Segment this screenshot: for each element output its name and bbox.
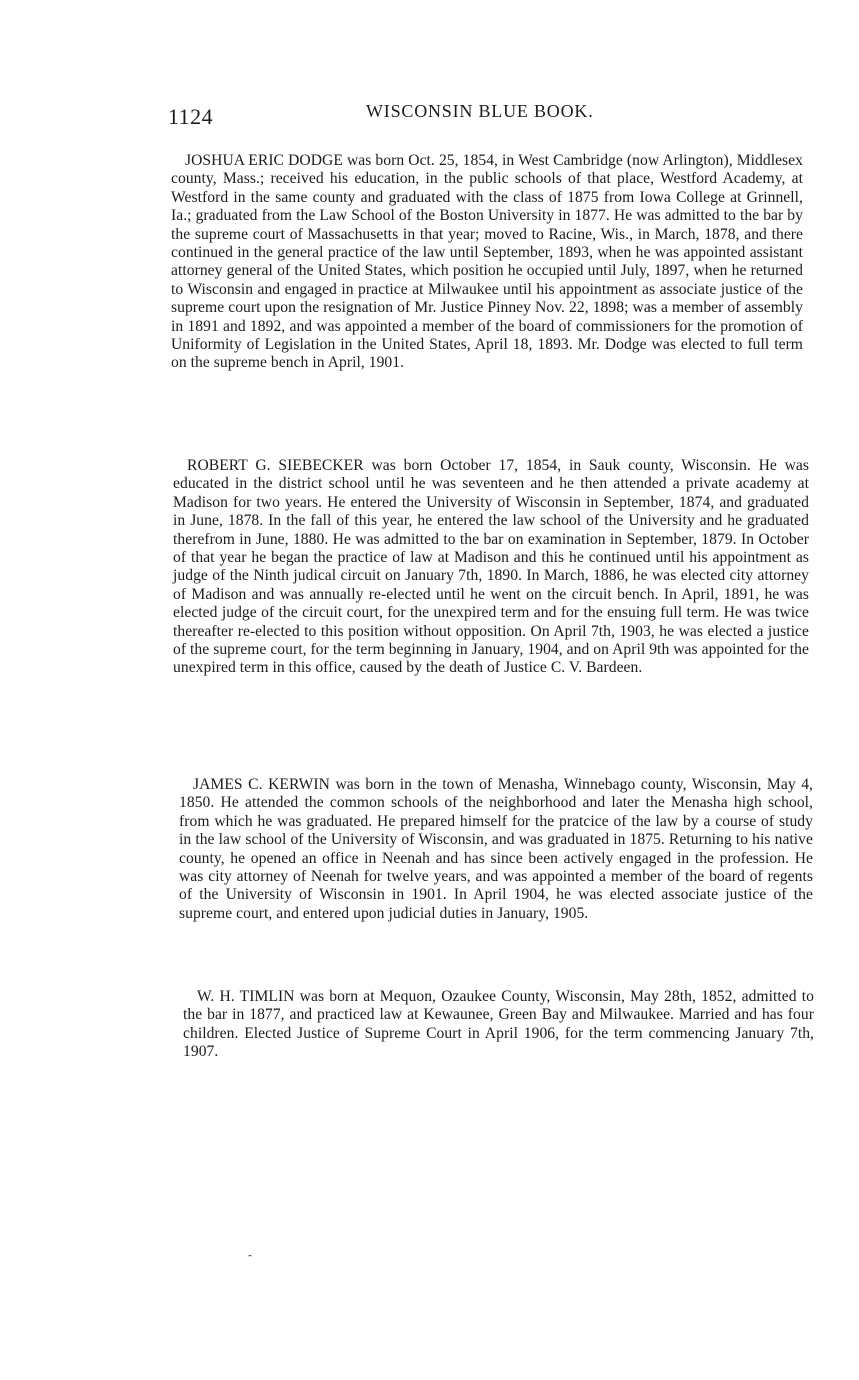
scan-speck	[248, 1255, 252, 1259]
biography-kerwin: JAMES C. KERWIN was born in the town of Menasha, Winnebago county, Wisconsin, May 4, 1850. He attended the common schools of the neighborhood and later the Menasha high school, from which he was graduated. He prepared himself for the pratcice of the law by a course of study in the law school of the University of Wisconsin, and was graduated in 1875. Returning to his native county, he opened an office in Neenah and has since been actively engaged in the profession. He was city attorney of Neenah for twelve years, and was appointed a member of the board of regents of the University of Wisconsin in 1901. In April 1904, he was elected associate justice of the supreme court, and entered upon judicial duties in January, 1905.	[179, 776, 813, 922]
biography-timlin: W. H. TIMLIN was born at Mequon, Ozaukee County, Wisconsin, May 28th, 1852, admitted to the bar in 1877, and practiced law at Kewaunee, Green Bay and Milwaukee. Married and has four children. Elected Justice of Supreme Court in April 1906, for the term commencing January 7th, 1907.	[183, 988, 814, 1061]
biography-dodge: JOSHUA ERIC DODGE was born Oct. 25, 1854, in West Cambridge (now Arlington), Middlesex county, Mass.; received his education, in the public schools of that place, Westford Academy, at Westford in the same county and graduated with the class of 1875 from Iowa College at Grinnell, Ia.; graduated from the Law School of the Boston University in 1877. He was admitted to the bar by the supreme court of Massachusetts in that year; moved to Racine, Wis., in March, 1878, and there continued in the general practice of the law until September, 1893, when he was appointed assistant attorney general of the United States, which position he occupied until July, 1897, when he returned to Wisconsin and engaged in practice at Milwaukee until his appointment as associate justice of the supreme court upon the resignation of Mr. Justice Pinney Nov. 22, 1898; was a member of assembly in 1891 and 1892, and was appointed a member of the board of commissioners for the promotion of Uniformity of Legislation in the United States, April 18, 1893. Mr. Dodge was elected to full term on the supreme bench in April, 1901.	[171, 152, 803, 372]
page-number: 1124	[168, 104, 214, 129]
running-title: WISCONSIN BLUE BOOK.	[366, 101, 594, 121]
page-header	[168, 100, 828, 134]
biography-siebecker: ROBERT G. SIEBECKER was born October 17, 1854, in Sauk county, Wisconsin. He was educated in the district school until he was seventeen and he then attended a private academy at Madison for two years. He entered the University of Wisconsin in September, 1874, and graduated in June, 1878. In the fall of this year, he entered the law school of the University and he graduated therefrom in June, 1880. He was admitted to the bar on examination in September, 1879. In October of that year he began the practice of law at Madison and this he continued until his appointment as judge of the Ninth judical circuit on January 7th, 1890. In March, 1886, he was elected city attorney of Madison and was annually re-elected until he went on the circuit bench. In April, 1891, he was elected judge of the circuit court, for the unexpired term and for the ensuing full term. He was twice thereafter re-elected to this position without opposition. On April 7th, 1903, he was elected a justice of the supreme court, for the term beginning in January, 1904, and on April 9th was appointed for the unexpired term in this office, caused by the death of Justice C. V. Bardeen.	[173, 457, 809, 677]
